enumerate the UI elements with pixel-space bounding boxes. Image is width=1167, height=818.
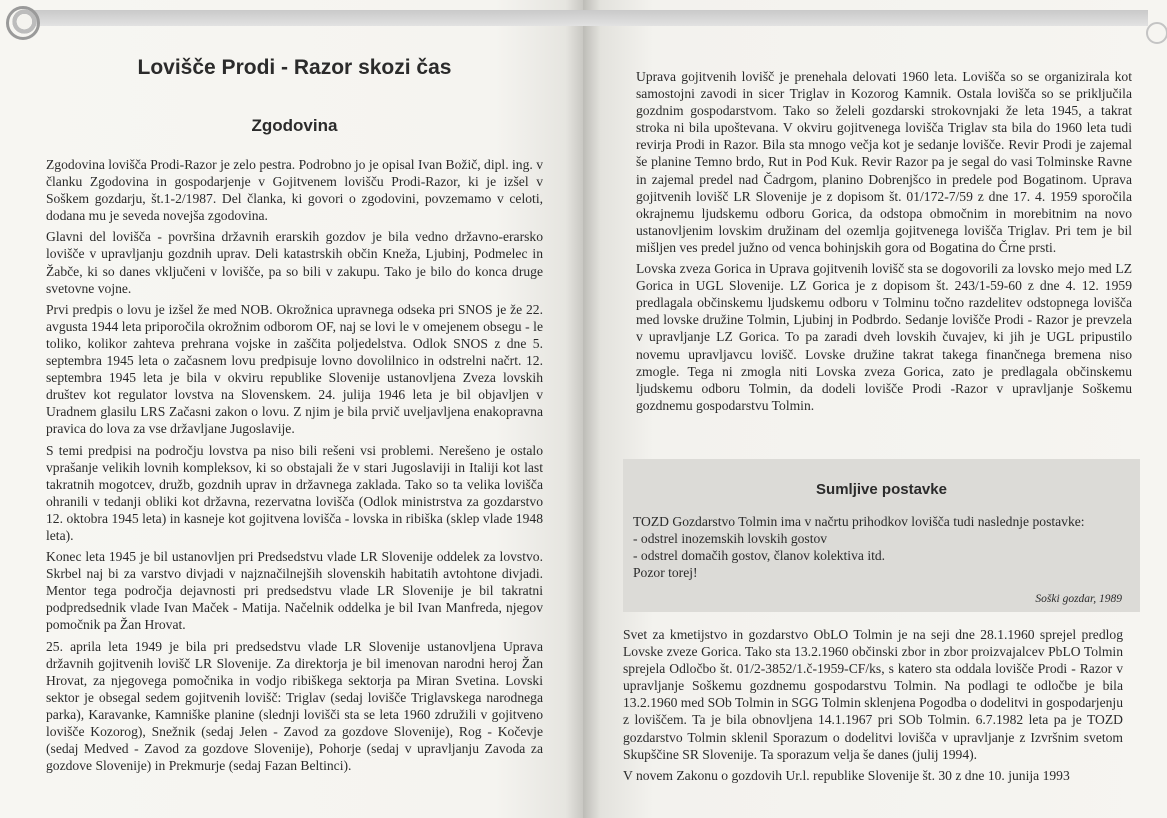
section-heading: Zgodovina — [251, 116, 338, 135]
right-column-text-top — [636, 68, 1132, 418]
box-source: Soški gozdar, 1989 — [1035, 593, 1122, 605]
paragraph: Uprava gojitvenih lovišč je prenehala delovati 1960 leta. Lovišča so se organizirala kot samostojni zavodi in sicer Triglav in Kozorog Kamnik. Ostala lovišča so se priključila gozdnim gospodarstvom. Tako so želeli gozdarski strokovnjaki že leta 1945, a takrat stroka ni bila upoštevana. V okviru gojitvenega lovišča Triglav sta bila do 1960 leta tudi revirja Prodi in Razor. Bila sta mnogo večja kot je sedanje lovišče. Revir Prodi je zajemal še planine Temno brdo, Rut in Pod Kuk. Revir Razor pa je segal do vasi Tolminske Ravne in zajemal predel nad Čadrgom, planino Dobrenjšco in predele pod Bogatinom. Uprava gojitvenih lovišč LR Slovenije je z dopisom št. 01/172-7/59 z dne 17. 4. 1959 sporočila okrajnemu ljudskemu odboru Gorica, da odstopa območnim in morebitnim na novo ustanovljenim lovskim družinam del ozemlja gojitvenega lovišča Triglav. Pri tem je bil mišljen ves predel južno od venca bohinjskih gora od Bogatina do Črne prsti. — [636, 69, 1132, 255]
paragraph: 25. aprila leta 1949 je bila pri predsedstvu vlade LR Slovenije ustanovljena Uprava državnih gojitvenih lovišč LR Slovenije. Za direktorja je bil imenovan narodni heroj Žan Hrovat, za njegovega pomočnika in vodjo ribiškega sektorja pa Miran Svetina. Lovski sektor je obsegal sedem gojitvenih lovišč: Triglav (sedaj lovišče Triglavskega narodnega parka), Karavanke, Kamniške planine (slednji lovišči sta se leta 1960 združili v gojitveno lovišče Kozorog), Snežnik (sedaj Jelen - Zavod za gozdove Slovenije), Rog - Kočevje (sedaj Medved - Zavod za gozdove Slovenije), Pohorje (sedaj v upravljanju Zavoda za gozdove Slovenije) in Prekmurje (sedaj Fazan Beltinci). — [46, 638, 543, 774]
paragraph: Konec leta 1945 je bil ustanovljen pri Predsedstvu vlade LR Slovenije oddelek za lovstvo. Skrbel naj bi za varstvo divjadi v najznačilnejših slovenskih habitatih avtohtone divjadi. Mentor tega področja dejavnosti pri predsedstvu vlade LR Slovenije je bil takratni podpredsednik vlade Ivan Maček - Matija. Načelnik oddelka je bil Ivan Manfreda, njegov pomočnik pa Žan Hrovat. — [46, 549, 543, 633]
paragraph: S temi predpisi na področju lovstva pa niso bili rešeni vsi problemi. Nerešeno je ostalo vprašanje velikih lovnih kompleksov, ki so obstajali že v stari Jugoslaviji in Italiji kot last takratnih mogotcev, družb, gozdnih uprav in državnega zaklada. Tako so ta velika lovišča ohranili v tedanji obliki kot državna, rezervatna lovišča (Odlok ministrstva za gozdarstvo 12. oktobra 1945 leta) in kasneje kot gojitvena lovišča - lovska in ribiška (sklep vlade 1948 leta). — [46, 442, 543, 543]
paragraph: Svet za kmetijstvo in gozdarstvo ObLO Tolmin je na seji dne 28.1.1960 sprejel predlog Lovske zveze Gorica. Tako sta 13.2.1960 občinski zbor in zbor proizvajalcev PbLO Tolmin sprejela Odločbo št. 01/2-3852/1.č-1959-CF/ks, s katero sta oddala lovišče Prodi - Razor v upravljanje Soškemu gozdnemu gospodarstvu Tolmin. Na podlagi te odločbe je bila 13.2.1960 med SOb Tolmin in SGG Tolmin sklenjena Pogodba o dodelitvi in gospodarjenju z loviščem. Ta je bila obnovljena 14.1.1967 pri SOb Tolmin. 6.7.1982 leta pa je TOZD gozdarstvo Tolmin sklenil Sporazum o dodelitvi lovišča v upravljanje z Izvršnim svetom Skupščine SR Slovenije. Ta sporazum velja še danes (julij 1994). — [623, 627, 1123, 762]
sidebar-box — [623, 459, 1140, 612]
page-corner-ornament-icon — [6, 6, 40, 40]
box-line: Pozor torej! — [633, 565, 698, 581]
box-body — [633, 513, 1130, 581]
box-heading: Sumljive postavke — [816, 481, 947, 498]
right-page-top-band — [583, 10, 1148, 26]
paragraph: Glavni del lovišča - površina državnih erarskih gozdov je bila vedno državno-erarsko lovišče v upravljanju gozdnih uprav. Deli katastrskih občin Kneža, Ljubinj, Podmelec in Žabče, ki so danes vključeni v lovišče, pa so bili v zakupu. Tako je bilo do konca druge svetovne vojne. — [46, 229, 543, 296]
right-column-text-bottom — [623, 626, 1123, 788]
page-corner-ring-icon — [1146, 22, 1167, 44]
paragraph: V novem Zakonu o gozdovih Ur.l. republike Slovenije št. 30 z dne 10. junija 1993 — [623, 767, 1070, 783]
box-line: TOZD Gozdarstvo Tolmin ima v načrtu prihodkov lovišča tudi naslednje postavke: — [633, 514, 1085, 529]
box-line: - odstrel domačih gostov, članov kolektiva itd. — [633, 548, 886, 564]
left-page-top-band — [30, 10, 583, 26]
box-line: - odstrel inozemskih lovskih gostov — [633, 531, 828, 547]
left-column-text — [46, 156, 543, 778]
paragraph: Prvi predpis o lovu je izšel že med NOB. Okrožnica upravnega odseka pri SNOS je že 22. avgusta 1944 leta priporočila okrožnim odborom OF, naj se lovi le v omejenem obsegu - le toliko, kolikor zahteva prehrana vojske in zaščita poljedelstva. Odlok SNOS z dne 5. septembra 1945 leta o začasnem lovu predpisuje lovno dovolilnico in odstrelni načrt. 12. septembra 1945 leta je bila v okviru republike Slovenije ustanovljena Zveza lovskih društev kot regulator lovstva na Slovenskem. 24. julija 1946 leta je bil objavljen v Uradnem glasilu LRS Začasni zakon o lovu. Z njim je bila prvič uveljavljena enakopravna pravica do lova za vse državljane Jugoslavije. — [46, 301, 543, 437]
paragraph: Lovska zveza Gorica in Uprava gojitvenih lovišč sta se dogovorili za lovsko mejo med LZ Gorica in UGL Slovenije. LZ Gorica je z dopisom št. 243/1-59-60 z dne 4. 12. 1959 predlagala občinskemu ljudskemu odboru v Tolminu točno razdelitev odstopnega lovišča med lovske družine Tolmin, Ljubinj in Podbrdo. Sedanje lovišče Prodi - Razor je prevzela v upravljanje LZ Gorica. To pa zaradi dveh lovskih čuvajev, ki jih je UGL pripustilo novemu upravljavcu lovišč. Lovske družine takrat takega finančnega bremena niso zmogle. Tega ni zmogla niti Lovska zveza Gorica, zato je predlagala občinskemu ljudskemu odboru Tolmin, da dodeli lovišče Prodi -Razor v upravljanje Soškemu gozdnemu gospodarstvu Tolmin. — [636, 261, 1132, 413]
page-title: Lovišče Prodi - Razor skozi čas — [137, 56, 452, 79]
paragraph: Zgodovina lovišča Prodi-Razor je zelo pestra. Podrobno jo je opisal Ivan Božič, dipl. ing. v članku Zgodovina in gospodarjenje v Gojitvenem lovišču Prodi-Razor, ki je izšel v Soškem gozdarju, št.1-2/1987. Del članka, ki govori o zgodovini, povzemamo v celoti, dodana mu je seveda novejša zgodovina. — [46, 157, 543, 224]
